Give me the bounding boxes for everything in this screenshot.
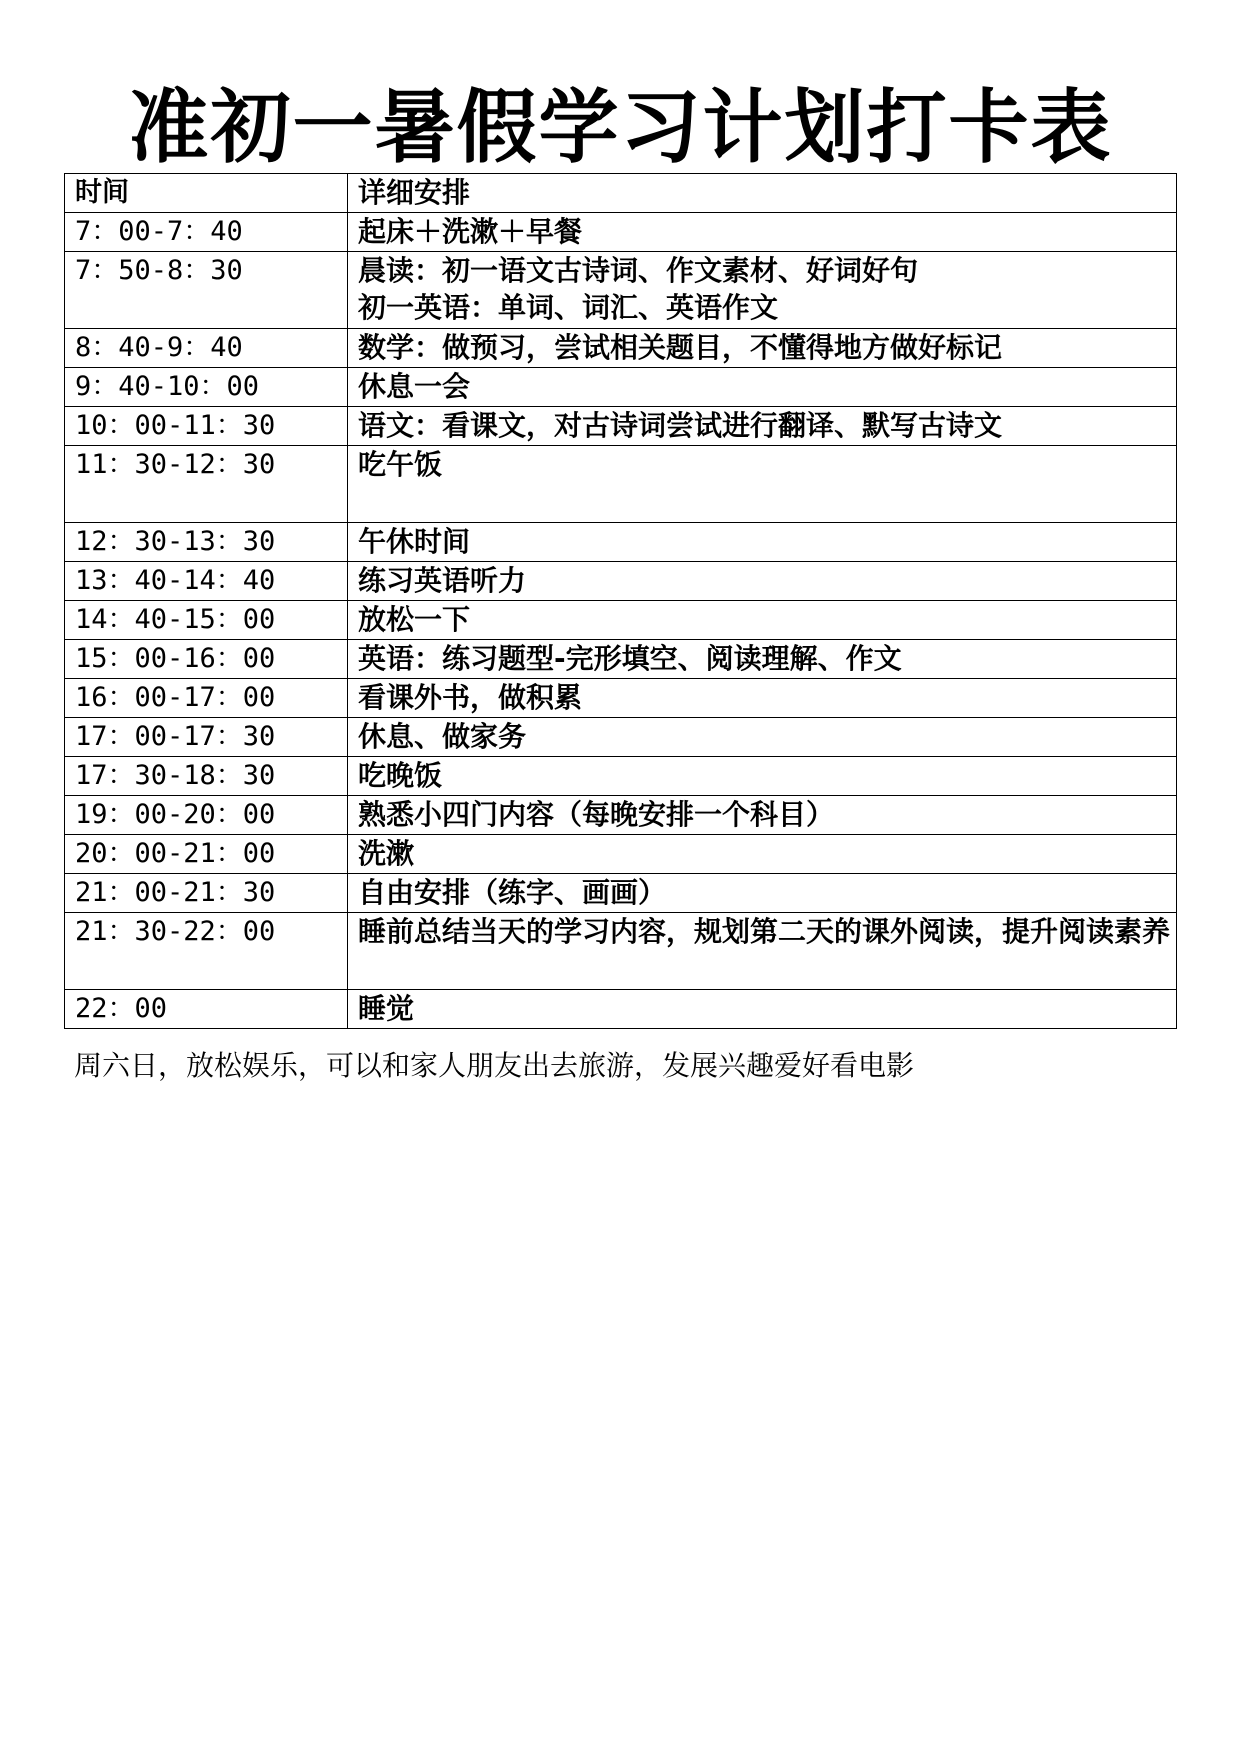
plan-cell: 睡觉	[348, 990, 1177, 1029]
time-cell: 17：30-18：30	[65, 757, 348, 796]
time-cell: 15：00-16：00	[65, 640, 348, 679]
table-row	[65, 562, 1177, 601]
header-time: 时间	[65, 174, 348, 213]
table-row	[65, 407, 1177, 446]
table-row	[65, 252, 1177, 329]
table-row	[65, 718, 1177, 757]
table-row	[65, 874, 1177, 913]
table-row	[65, 835, 1177, 874]
time-cell: 22：00	[65, 990, 348, 1029]
schedule-table	[64, 173, 1177, 1029]
plan-cell: 数学：做预习，尝试相关题目，不懂得地方做好标记	[348, 329, 1177, 368]
plan-cell: 吃午饭	[348, 446, 1177, 523]
table-row	[65, 523, 1177, 562]
plan-cell: 休息一会	[348, 368, 1177, 407]
plan-cell: 语文：看课文，对古诗词尝试进行翻译、默写古诗文	[348, 407, 1177, 446]
plan-cell: 休息、做家务	[348, 718, 1177, 757]
time-cell: 10：00-11：30	[65, 407, 348, 446]
table-row	[65, 990, 1177, 1029]
table-row	[65, 213, 1177, 252]
time-cell: 8：40-9：40	[65, 329, 348, 368]
plan-cell	[348, 252, 1177, 329]
header-plan: 详细安排	[348, 174, 1177, 213]
time-cell: 16：00-17：00	[65, 679, 348, 718]
table-row	[65, 796, 1177, 835]
plan-cell: 放松一下	[348, 601, 1177, 640]
footer-note: 周六日，放松娱乐，可以和家人朋友出去旅游，发展兴趣爱好看电影	[74, 1049, 915, 1082]
time-cell: 11：30-12：30	[65, 446, 348, 523]
time-cell: 17：00-17：30	[65, 718, 348, 757]
plan-cell: 起床＋洗漱＋早餐	[348, 213, 1177, 252]
time-cell: 14：40-15：00	[65, 601, 348, 640]
page-title: 准初一暑假学习计划打卡表	[128, 80, 1113, 174]
time-cell: 7：00-7：40	[65, 213, 348, 252]
plan-cell: 熟悉小四门内容（每晚安排一个科目）	[348, 796, 1177, 835]
time-cell: 13：40-14：40	[65, 562, 348, 601]
time-cell: 19：00-20：00	[65, 796, 348, 835]
table-row	[65, 446, 1177, 523]
time-cell: 20：00-21：00	[65, 835, 348, 874]
plan-cell: 看课外书，做积累	[348, 679, 1177, 718]
table-row	[65, 601, 1177, 640]
table-row	[65, 757, 1177, 796]
time-cell: 12：30-13：30	[65, 523, 348, 562]
plan-cell: 自由安排（练字、画画）	[348, 874, 1177, 913]
table-row	[65, 640, 1177, 679]
time-cell: 7：50-8：30	[65, 252, 348, 329]
table-row	[65, 368, 1177, 407]
plan-cell: 练习英语听力	[348, 562, 1177, 601]
plan-cell: 吃晚饭	[348, 757, 1177, 796]
plan-line: 晨读：初一语文古诗词、作文素材、好词好句	[358, 254, 919, 287]
table-header-row	[65, 174, 1177, 213]
plan-cell: 英语：练习题型-完形填空、阅读理解、作文	[348, 640, 1177, 679]
table-row	[65, 679, 1177, 718]
table-row	[65, 913, 1177, 990]
table-row	[65, 329, 1177, 368]
plan-cell: 洗漱	[348, 835, 1177, 874]
plan-line: 初一英语：单词、词汇、英语作文	[358, 291, 779, 324]
plan-cell: 午休时间	[348, 523, 1177, 562]
time-cell: 21：30-22：00	[65, 913, 348, 990]
time-cell: 9：40-10：00	[65, 368, 348, 407]
plan-cell: 睡前总结当天的学习内容，规划第二天的课外阅读，提升阅读素养	[348, 913, 1177, 990]
time-cell: 21：00-21：30	[65, 874, 348, 913]
